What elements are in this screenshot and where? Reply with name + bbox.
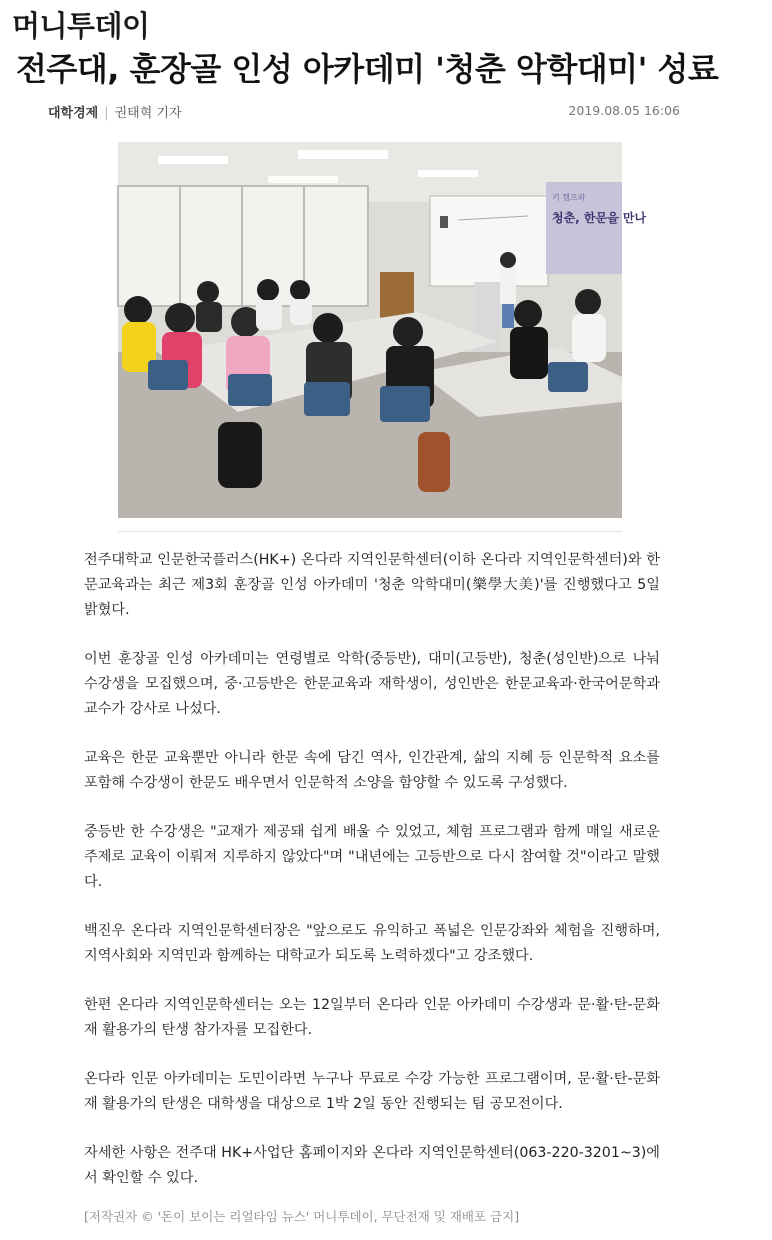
copyright-notice: [저작권자 © '돈이 보이는 리얼타임 뉴스' 머니투데이, 무단전재 및 재배포 금지] (84, 1209, 520, 1224)
article-headline: 전주대, 훈장골 인성 아카데미 '청춘 악학대미' 성료 (16, 50, 719, 88)
banner-top-text: 키 캠프와 (552, 193, 586, 202)
photo-divider (118, 531, 622, 532)
publish-date: 2019.08.05 16:06 (568, 103, 680, 118)
byline (48, 102, 182, 121)
article-paragraph: 자세한 사항은 전주대 HK+사업단 홈페이지와 온다라 지역인문학센터(063-220-3201~3)에서 확인할 수 있다. (84, 1145, 660, 1186)
article-paragraph: 전주대학교 인문한국플러스(HK+) 온다라 지역인문학센터(이하 온다라 지역인문학센터)와 한문교육과는 최근 제3회 훈장골 인성 아카데미 '청춘 악학대미(樂學大美)'를 진행했다고 5일 밝혔다. (84, 552, 660, 618)
reporter-name: 권태혁 기자 (114, 106, 182, 121)
masthead-logo[interactable]: 머니투데이 (12, 9, 150, 43)
article-paragraph: 온다라 인문 아카데미는 도민이라면 누구나 무료로 수강 가능한 프로그램이며, 문·활·탄-문화재 활용가의 탄생은 대학생을 대상으로 1박 2일 동안 진행되는 팀 공모전이다. (84, 1071, 660, 1112)
article-paragraph: 백진우 온다라 지역인문학센터장은 "앞으로도 유익하고 폭넓은 인문강좌와 체험을 진행하며, 지역사회와 지역민과 함께하는 대학교가 되도록 노력하겠다"고 강조했다. (84, 923, 660, 964)
banner-title-text: 청춘, 한문을 만나 (552, 211, 647, 225)
byline-separator: | (104, 106, 109, 121)
article-paragraph: 한편 온다라 지역인문학센터는 오는 12일부터 온다라 인문 아카데미 수강생과 문·활·탄-문화재 활용가의 탄생 참가자를 모집한다. (84, 997, 660, 1038)
article-body (84, 548, 660, 1215)
section-label[interactable]: 대학경제 (48, 106, 99, 121)
article-paragraph: 이번 훈장골 인성 아카데미는 연령별로 악학(중등반), 대미(고등반), 청춘(성인반)으로 나눠 수강생을 모집했으며, 중·고등반은 한문교육과 재학생이, 성인반은 한문교육과·한국어문학과 교수가 강사로 나섰다. (84, 651, 660, 717)
article-photo (118, 142, 647, 518)
classroom-photo-illustration (118, 142, 647, 518)
article-paragraph: 중등반 한 수강생은 "교재가 제공돼 쉽게 배울 수 있었고, 체험 프로그램과 함께 매일 새로운 주제로 교육이 이뤄져 지루하지 않았다"며 "내년에는 고등반으로 다시 참여할 것"이라고 말했다. (84, 824, 660, 890)
article-paragraph: 교육은 한문 교육뿐만 아니라 한문 속에 담긴 역사, 인간관계, 삶의 지혜 등 인문학적 요소를 포함해 수강생이 한문도 배우면서 인문학적 소양을 함양할 수 있도록 구성했다. (84, 750, 660, 791)
